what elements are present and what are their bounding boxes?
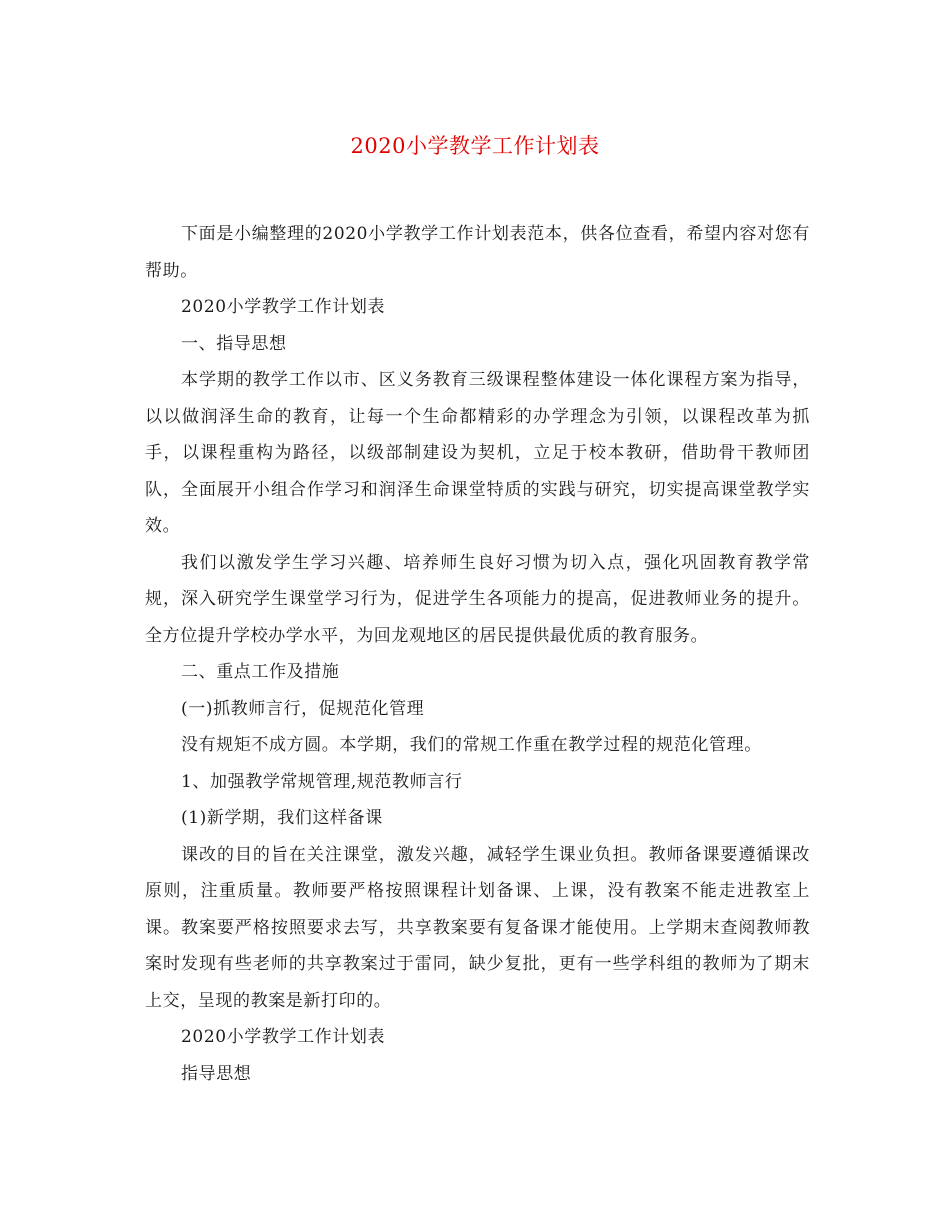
paragraph-guiding-ideology: 本学期的教学工作以市、区义务教育三级课程整体建设一体化课程方案为指导，以以做润泽生命的教育，让每一个生命都精彩的办学理念为引领，以课程改革为抓手，以课程重构为路径，以级部制建设为契机，立足于校本教研，借助骨干教师团队，全面展开小组合作学习和润泽生命课堂特质的实践与研究，切实提高课堂教学实效。	[145, 370, 810, 536]
document-body	[145, 216, 810, 1092]
heading-lesson-prep: (1)新学期，我们这样备课	[181, 808, 383, 828]
document-title: 2020小学教学工作计划表	[350, 134, 600, 158]
heading-guiding-ideology-repeat: 指导思想	[181, 1063, 252, 1084]
heading-teacher-conduct: (一)抓教师言行，促规范化管理	[181, 698, 425, 719]
paragraph-subtitle: 2020小学教学工作计划表	[181, 297, 386, 317]
heading-routine-management: 1、加强教学常规管理,规范教师言行	[181, 771, 463, 792]
heading-key-work: 二、重点工作及措施	[181, 662, 340, 682]
paragraph-intro: 下面是小编整理的2020小学教学工作计划表范本，供各位查看，希望内容对您有帮助。	[145, 224, 810, 281]
paragraph-rules: 没有规矩不成方圆。本学期，我们的常规工作重在教学过程的规范化管理。	[181, 735, 762, 755]
paragraph-habits: 我们以激发学生学习兴趣、培养师生良好习惯为切入点，强化巩固教育教学常规，深入研究学生课堂学习行为，促进学生各项能力的提高，促进教师业务的提升。全方位提升学校办学水平，为回龙观地区的居民提供最优质的教育服务。	[145, 552, 810, 646]
heading-guiding-ideology: 一、指导思想	[181, 333, 287, 354]
paragraph-lesson-prep: 课改的目的旨在关注课堂，激发兴趣，减轻学生课业负担。教师备课要遵循课改原则，注重质量。教师要严格按照课程计划备课、上课，没有教案不能走进教室上课。教案要严格按照要求去写，共享教案要有复备课才能使用。上学期末查阅教师教案时发现有些老师的共享教案过于雷同，缺少复批，更有一些学科组的教师为了期末上交，呈现的教案是新打印的。	[145, 844, 810, 1011]
paragraph-subtitle-repeat: 2020小学教学工作计划表	[181, 1027, 386, 1047]
